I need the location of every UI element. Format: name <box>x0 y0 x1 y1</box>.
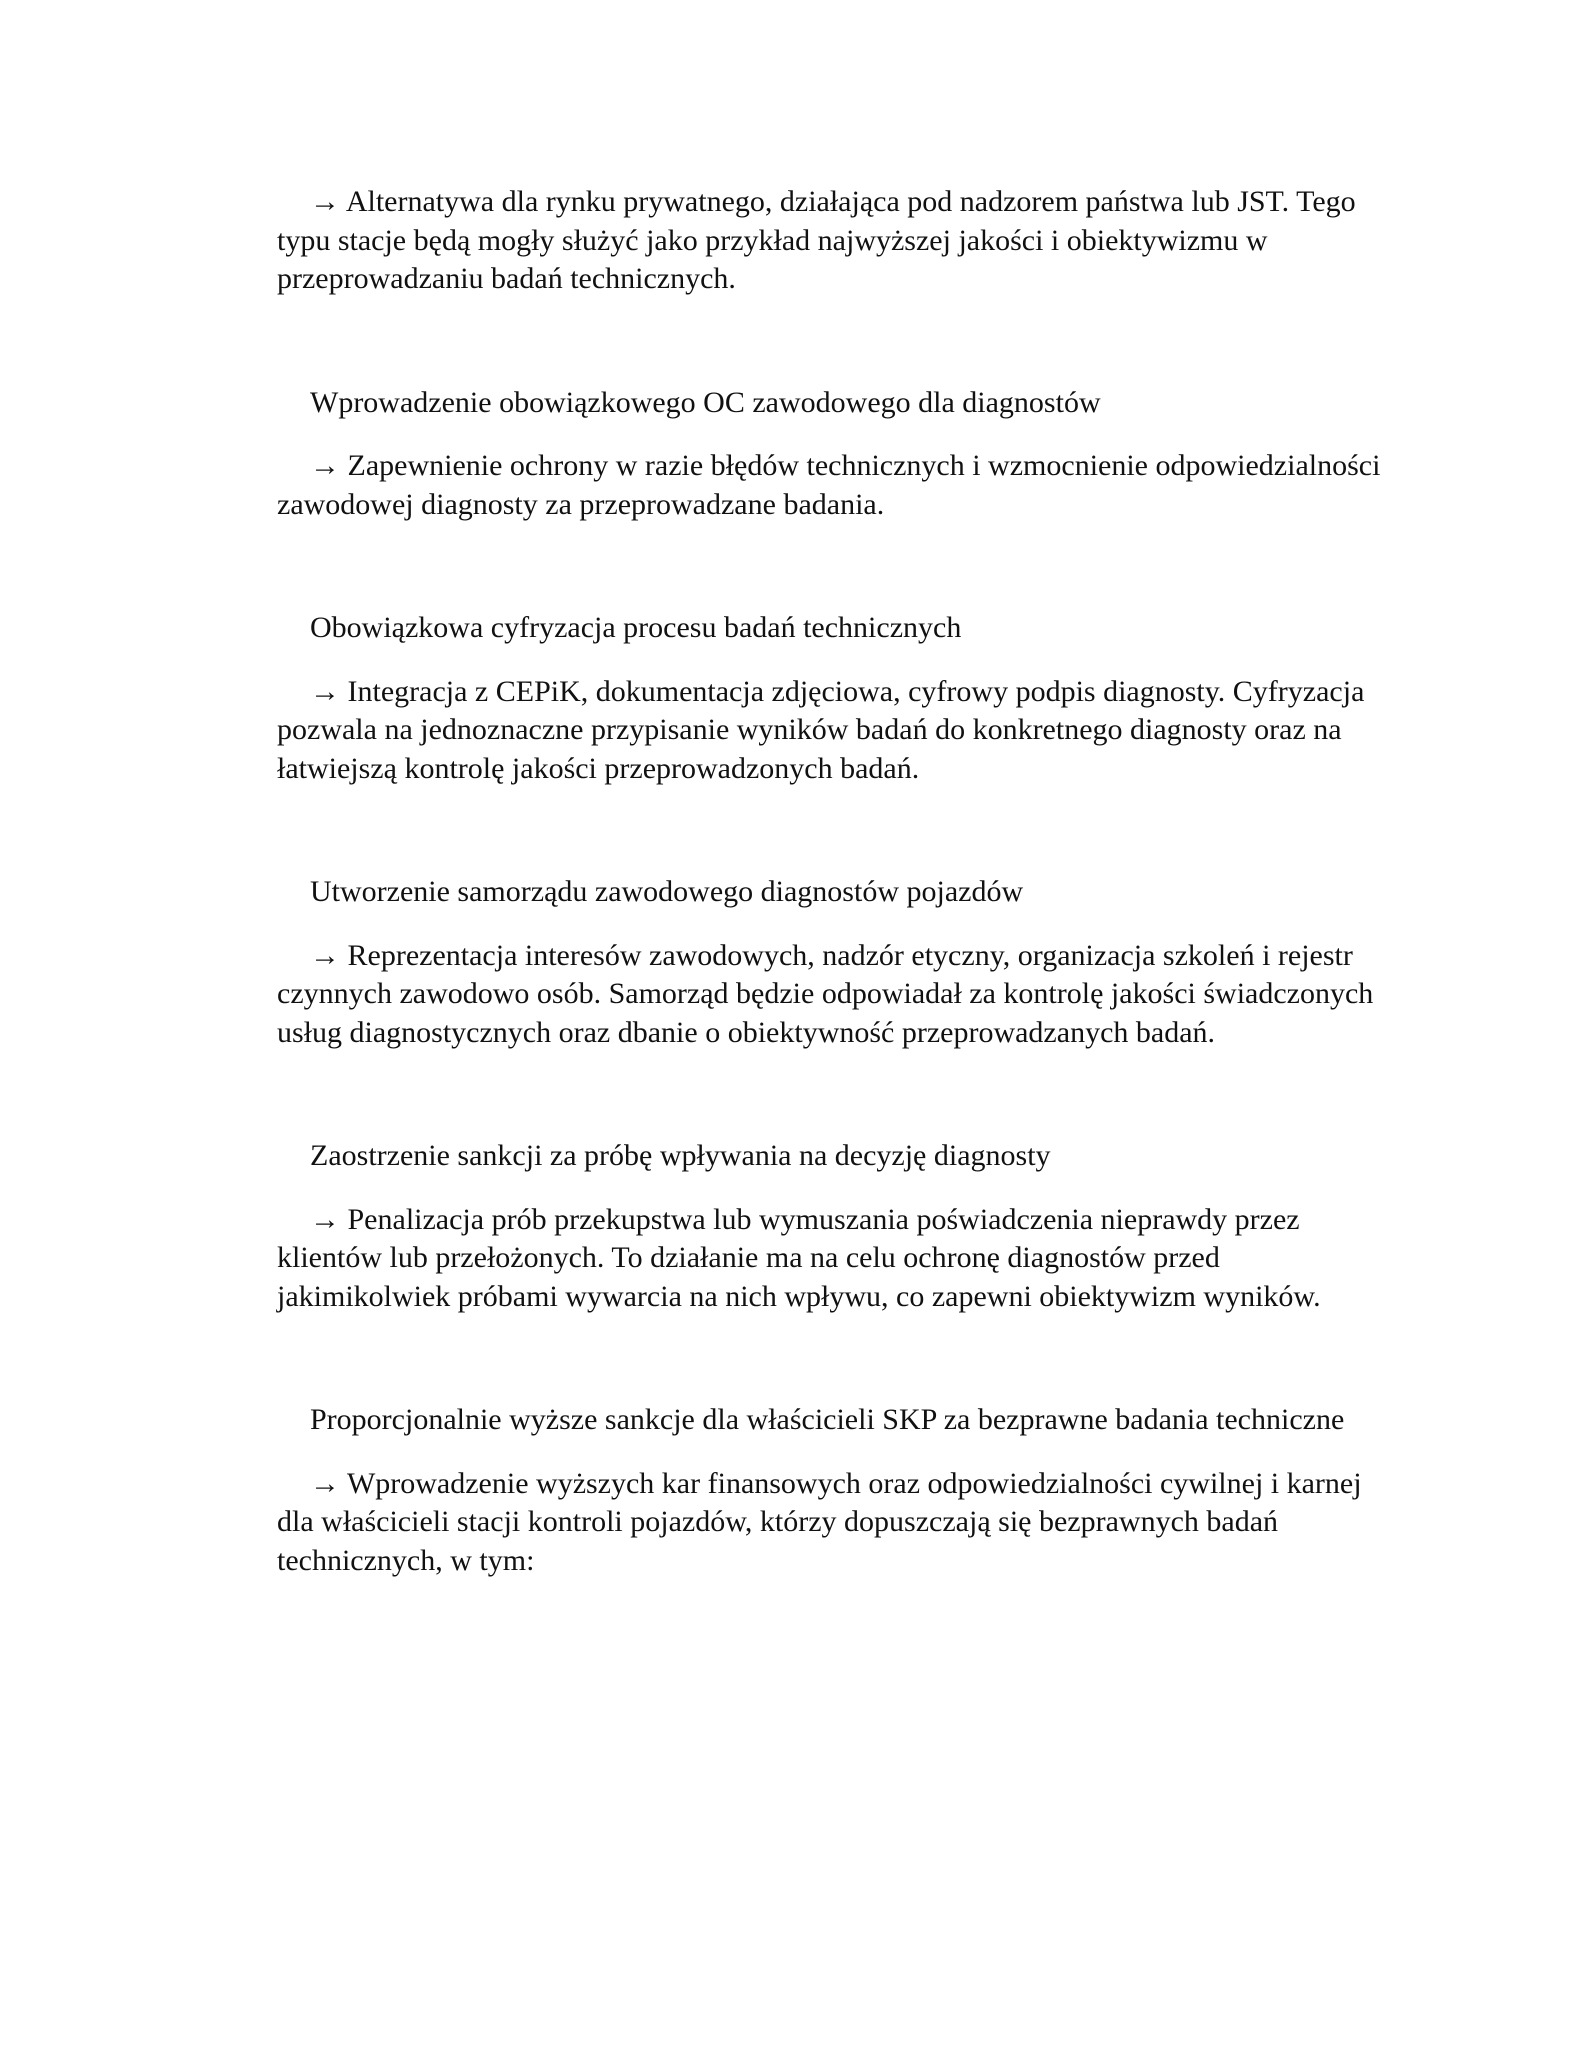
heading-professional-self-government: Utworzenie samorządu zawodowego diagnostów pojazdów <box>310 875 1024 908</box>
paragraph-professional-liability-insurance: → Zapewnienie ochrony w razie błędów technicznych i wzmocnienie odpowiedzialności zawodowej diagnosty za przeprowadzane badania. <box>277 449 1381 521</box>
paragraph-spacer <box>277 1176 1397 1201</box>
section-spacer <box>277 1052 1397 1137</box>
paragraph-professional-self-government: → Reprezentacja interesów zawodowych, nadzór etyczny, organizacja szkoleń i rejestr czynnych zawodowo osób. Samorząd będzie odpowiadał za kontrolę jakości świadczonych usług diagnostycznych oraz dbanie o obiektywność przeprowadzanych badań. <box>277 938 1374 1049</box>
section-spacer <box>277 788 1397 873</box>
paragraph-influence-sanctions: → Penalizacja prób przekupstwa lub wymuszania poświadczenia nieprawdy przez klientów lub przełożonych. To działanie ma na celu ochronę diagnostów przed jakimikolwiek próbami wywarcia na nich wpływu, co zapewni obiektywizm wyników. <box>277 1202 1321 1313</box>
paragraph-spacer <box>277 422 1397 447</box>
document-body <box>277 183 1397 1580</box>
paragraph-spacer <box>277 1440 1397 1465</box>
paragraph-digitization: → Integracja z CEPiK, dokumentacja zdjęciowa, cyfrowy podpis diagnosty. Cyfryzacja pozwala na jednoznaczne przypisanie wyników badań do konkretnego diagnosty oraz na łatwiejszą kontrolę jakości przeprowadzonych badań. <box>277 674 1365 785</box>
section-spacer <box>277 1316 1397 1401</box>
paragraph-skp-owner-sanctions: → Wprowadzenie wyższych kar finansowych oraz odpowiedzialności cywilnej i karnej dla właścicieli stacji kontroli pojazdów, którzy dopuszczają się bezprawnych badań technicznych, w tym: <box>277 1466 1362 1577</box>
section-spacer <box>277 299 1397 384</box>
heading-professional-liability-insurance: Wprowadzenie obowiązkowego OC zawodowego dla diagnostów <box>310 385 1101 419</box>
paragraph-public-stations-explanation: → Alternatywa dla rynku prywatnego, działająca pod nadzorem państwa lub JST. Tego typu stacje będą mogły służyć jako przykład najwyższej jakości i obiektywizmu w przeprowadzaniu badań technicznych. <box>277 185 1356 295</box>
heading-digitization: Obowiązkowa cyfryzacja procesu badań technicznych <box>310 611 962 644</box>
section-spacer <box>277 524 1397 609</box>
paragraph-spacer <box>277 912 1397 937</box>
paragraph-spacer <box>277 648 1397 673</box>
heading-influence-sanctions: Zaostrzenie sankcji za próbę wpływania na decyzję diagnosty <box>310 1139 1051 1172</box>
heading-skp-owner-sanctions: Proporcjonalnie wyższe sankcje dla właścicieli SKP za bezprawne badania techniczne <box>310 1403 1345 1436</box>
